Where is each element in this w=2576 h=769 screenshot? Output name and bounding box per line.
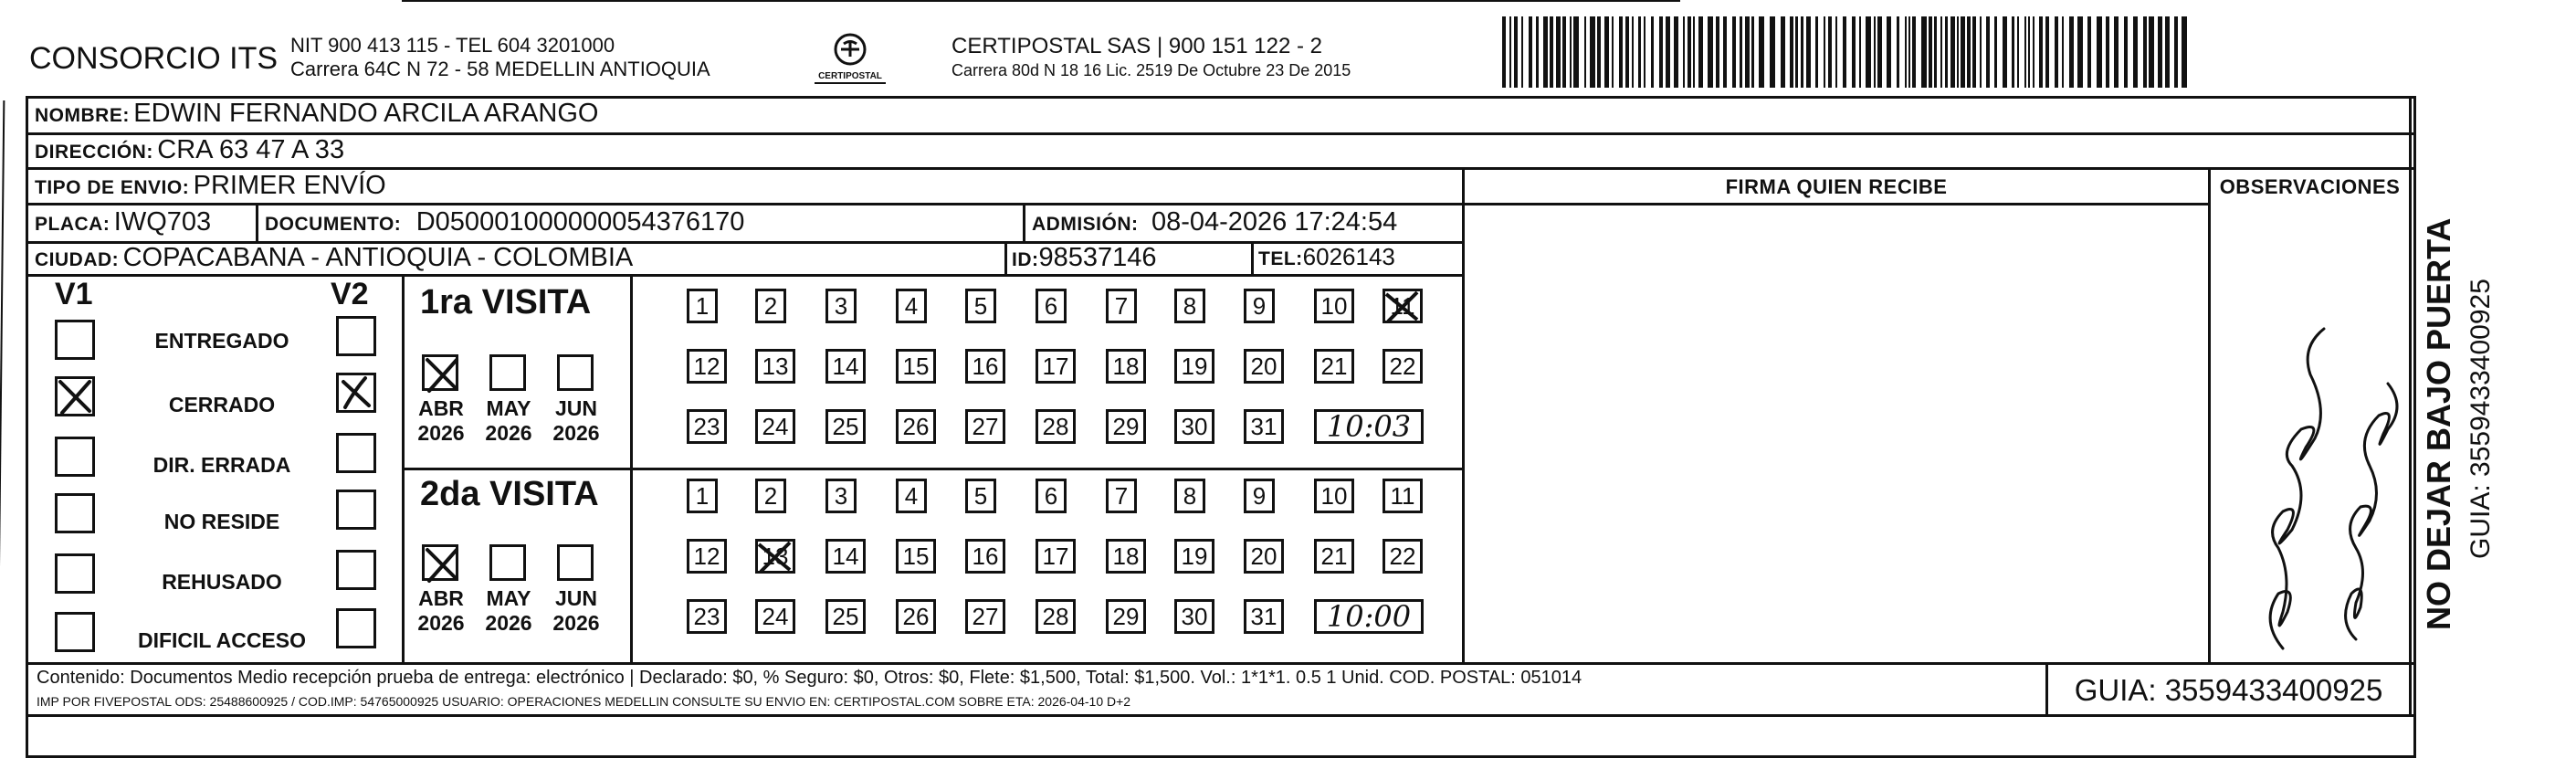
id-value: 98537146 — [1038, 243, 1157, 272]
barcode-bar — [1986, 16, 1990, 88]
barcode-bar — [1934, 16, 1937, 88]
day-box[interactable]: 30 — [1174, 409, 1214, 444]
day-box[interactable]: 30 — [1174, 599, 1214, 634]
v2-checkbox[interactable] — [336, 490, 376, 530]
month-year: 2026 — [485, 611, 532, 635]
direccion-label: DIRECCIÓN: — [35, 142, 153, 163]
barcode-bar — [1529, 16, 1532, 88]
day-box[interactable]: 5 — [965, 479, 996, 513]
barcode-bar — [2024, 16, 2026, 88]
barcode-bar — [2062, 16, 2064, 88]
status-label: NO RESIDE — [163, 510, 280, 533]
barcode-bar — [1562, 16, 1566, 88]
day-box[interactable]: 4 — [896, 479, 927, 513]
day-box[interactable]: 22 — [1383, 349, 1423, 384]
month-name: MAY — [486, 586, 531, 610]
day-box[interactable]: 26 — [896, 409, 936, 444]
day-box[interactable]: 4 — [896, 289, 927, 323]
row-line — [402, 468, 1462, 470]
day-box[interactable]: 9 — [1244, 479, 1275, 513]
month-checkbox[interactable] — [557, 354, 594, 391]
day-box[interactable]: 22 — [1383, 539, 1423, 574]
courier-name: CERTIPOSTAL SAS | 900 151 122 - 2 — [952, 34, 1322, 58]
barcode-bar — [1509, 16, 1511, 88]
month-label — [544, 586, 608, 636]
month-checkbox[interactable] — [557, 544, 594, 581]
barcode-bar — [1644, 16, 1645, 88]
day-box[interactable]: 10 — [1314, 479, 1354, 513]
col-line — [1251, 241, 1254, 274]
day-box[interactable]: 7 — [1106, 479, 1137, 513]
v2-checkbox[interactable] — [336, 550, 376, 590]
id-field — [1012, 243, 1157, 273]
barcode-bar — [1874, 16, 1876, 88]
barcode-bar — [1781, 16, 1785, 88]
day-box[interactable]: 24 — [755, 599, 795, 634]
barcode-bar — [1957, 16, 1959, 88]
barcode-bar — [1708, 16, 1713, 88]
status-label: REHUSADO — [162, 570, 282, 594]
barcode-bar — [1723, 16, 1727, 88]
barcode-bar — [1570, 16, 1572, 88]
footer-contenido: Contenido: Documentos Medio recepción prueba de entrega: electrónico | Declarado: $0, % Seguro: $0, Otros: $0, Flete: $1,500, Total: $1,500. Vol.: 1*1*1. 0.5 1 Unid. COD. POSTAL: 051014 — [37, 668, 1582, 688]
day-box[interactable]: 5 — [965, 289, 996, 323]
v1-checkbox[interactable] — [55, 553, 95, 594]
bottom-strip — [26, 714, 2416, 758]
handwriting-icon — [2219, 219, 2402, 658]
day-box[interactable]: 18 — [1106, 539, 1146, 574]
barcode-bar — [2165, 16, 2170, 88]
barcode-bar — [1759, 16, 1764, 88]
barcode-bar — [1716, 16, 1719, 88]
barcode-bar — [1693, 16, 1695, 88]
barcode-bar — [1651, 16, 1654, 88]
visit-time-box[interactable]: 10:00 — [1314, 599, 1424, 634]
barcode-bar — [1806, 16, 1811, 88]
second-visit-title: 2da VISITA — [420, 475, 599, 513]
day-box[interactable]: 24 — [755, 409, 795, 444]
barcode-bar — [1950, 16, 1955, 88]
barcode-bar — [1921, 16, 1927, 88]
status-label: DIR. ERRADA — [152, 453, 291, 477]
day-box[interactable]: 12 — [687, 539, 727, 574]
day-box[interactable]: 1 — [687, 289, 718, 323]
barcode-bar — [1597, 16, 1601, 88]
day-box[interactable]: 2 — [755, 479, 786, 513]
v1-checkbox[interactable] — [55, 612, 95, 652]
barcode-bar — [1590, 16, 1595, 88]
admision-field — [1032, 207, 1397, 237]
month-name: JUN — [554, 396, 597, 420]
courier-license: Carrera 80d N 18 16 Lic. 2519 De Octubre 23 De 2015 — [952, 61, 1351, 79]
barcode-bar — [1835, 16, 1837, 88]
placa-value: IWQ703 — [113, 207, 212, 237]
day-box[interactable]: 25 — [825, 599, 866, 634]
top-cut-line — [402, 0, 1680, 2]
month-year: 2026 — [417, 611, 465, 635]
observaciones-label: OBSERVACIONES — [2219, 175, 2401, 198]
tipo-value: PRIMER ENVÍO — [193, 171, 386, 200]
barcode-bar — [1940, 16, 1942, 88]
nombre-label: NOMBRE: — [35, 105, 130, 126]
barcode-bar — [1751, 16, 1754, 88]
day-box[interactable]: 13 — [755, 349, 795, 384]
company-name: CONSORCIO ITS — [29, 41, 279, 76]
barcode-bar — [1740, 16, 1742, 88]
footer-imp: IMP POR FIVEPOSTAL ODS: 25488600925 / COD.IMP: 54765000925 USUARIO: OPERACIONES MEDELLIN CONSULTE SU ENVIO EN: CERTIPOSTAL.COM SOBRE ETA: 2026-04-10 D+2 — [37, 694, 1131, 709]
barcode-bar — [2028, 16, 2030, 88]
barcode-bar — [2017, 16, 2019, 88]
day-box[interactable]: 20 — [1244, 539, 1284, 574]
month-label — [477, 586, 541, 636]
barcode-bar — [1795, 16, 1798, 88]
day-box[interactable]: 15 — [896, 349, 936, 384]
check-mark-icon — [422, 354, 462, 395]
barcode-bar — [2106, 16, 2109, 88]
month-year: 2026 — [417, 421, 465, 445]
day-box[interactable]: 15 — [896, 539, 936, 574]
barcode-bar — [1908, 16, 1910, 88]
row-line — [26, 274, 1465, 277]
company-nit: NIT 900 413 115 - TEL 604 3201000 — [290, 34, 615, 57]
barcode-bar — [2114, 16, 2119, 88]
barcode-bar — [1897, 16, 1899, 88]
day-box[interactable]: 11 — [1383, 479, 1423, 513]
barcode-bar — [1859, 16, 1861, 88]
day-box[interactable]: 9 — [1244, 289, 1275, 323]
documento-value: D050001000000054376170 — [415, 207, 745, 237]
day-box[interactable]: 8 — [1174, 289, 1205, 323]
day-box[interactable]: 3 — [825, 289, 857, 323]
left-edge — [0, 100, 5, 685]
barcode-bar — [1967, 16, 1971, 88]
admision-label: ADMISIÓN: — [1032, 214, 1139, 235]
month-label — [409, 396, 473, 446]
month-label — [544, 396, 608, 446]
day-box[interactable]: 14 — [825, 539, 866, 574]
barcode-bar — [2158, 16, 2162, 88]
day-box[interactable]: 1 — [687, 479, 718, 513]
barcode-bar — [1912, 16, 1916, 88]
barcode-bar — [1961, 16, 1965, 88]
ciudad-value: COPACABANA - ANTIOQUIA - COLOMBIA — [122, 243, 634, 272]
barcode-bar — [1502, 16, 1506, 88]
id-label: ID: — [1012, 249, 1039, 270]
barcode-bar — [1536, 16, 1539, 88]
barcode-bar — [1972, 16, 1976, 88]
ciudad-label: CIUDAD: — [35, 249, 120, 270]
barcode-bar — [2133, 16, 2138, 88]
side-instruction: NO DEJAR BAJO PUERTA — [2420, 217, 2457, 630]
barcode-bar — [1790, 16, 1793, 88]
barcode-bar — [2143, 16, 2147, 88]
admision-value: 08-04-2026 17:24:54 — [1151, 207, 1398, 237]
barcode-bar — [1801, 16, 1803, 88]
status-label: CERRADO — [168, 393, 276, 416]
month-name: ABR — [418, 586, 464, 610]
first-visit-title: 1ra VISITA — [420, 283, 592, 321]
day-box[interactable]: 6 — [1036, 479, 1067, 513]
day-box[interactable]: 3 — [825, 479, 857, 513]
row-line — [26, 662, 2416, 665]
col-line — [256, 203, 258, 241]
barcode-bar — [1877, 16, 1882, 88]
row-line — [1465, 203, 2210, 205]
month-checkbox[interactable] — [489, 354, 526, 391]
v1-header: V1 — [55, 277, 93, 311]
barcode-bar — [2033, 16, 2035, 88]
month-year: 2026 — [485, 421, 532, 445]
barcode-bar — [1770, 16, 1775, 88]
day-box[interactable]: 2 — [755, 289, 786, 323]
barcode-bar — [1550, 16, 1553, 88]
barcode-bar — [1666, 16, 1670, 88]
barcode-bar — [1980, 16, 1982, 88]
certipostal-logo — [811, 31, 889, 86]
barcode-bar — [2077, 16, 2083, 88]
day-strike-icon — [1383, 289, 1423, 323]
v2-checkbox[interactable] — [336, 433, 376, 473]
day-box[interactable]: 12 — [687, 349, 727, 384]
barcode-bar — [2087, 16, 2091, 88]
col-line — [2208, 167, 2211, 662]
status-label: ENTREGADO — [154, 329, 289, 353]
day-box[interactable]: 17 — [1036, 539, 1076, 574]
tel-field — [1258, 243, 1395, 271]
day-box[interactable]: 21 — [1314, 349, 1354, 384]
day-box[interactable]: 25 — [825, 409, 866, 444]
barcode-bar — [2012, 16, 2014, 88]
direccion-value: CRA 63 47 A 33 — [157, 135, 345, 164]
barcode-bar — [1843, 16, 1846, 88]
check-mark-icon — [336, 373, 376, 413]
barcode-bar — [1745, 16, 1750, 88]
nombre-row — [35, 99, 598, 129]
month-checkbox[interactable] — [422, 354, 458, 391]
month-checkbox[interactable] — [489, 544, 526, 581]
barcode-bar — [1604, 16, 1609, 88]
barcode-bar — [1521, 16, 1523, 88]
v1-checkbox[interactable] — [55, 376, 95, 416]
day-box[interactable]: 6 — [1036, 289, 1067, 323]
barcode-bar — [1625, 16, 1629, 88]
barcode-bar — [1887, 16, 1891, 88]
day-box[interactable]: 7 — [1106, 289, 1137, 323]
documento-label: DOCUMENTO: — [265, 214, 402, 235]
barcode-bar — [1659, 16, 1663, 88]
tel-label: TEL: — [1258, 248, 1303, 269]
day-strike-icon — [755, 539, 795, 574]
day-box[interactable]: 8 — [1174, 479, 1205, 513]
observaciones-handwriting — [2219, 219, 2402, 658]
v1-checkbox[interactable] — [55, 437, 95, 477]
barcode-bar — [1945, 16, 1948, 88]
day-box[interactable]: 19 — [1174, 349, 1214, 384]
day-box[interactable]: 18 — [1106, 349, 1146, 384]
day-box[interactable]: 11 — [1383, 289, 1423, 323]
month-name: MAY — [486, 396, 531, 420]
barcode-bar — [1929, 16, 1932, 88]
day-box[interactable]: 10 — [1314, 289, 1354, 323]
col-line — [1004, 241, 1007, 274]
barcode-bar — [1824, 16, 1825, 88]
svg-text:CERTIPOSTAL: CERTIPOSTAL — [818, 71, 882, 81]
barcode-bar — [2174, 16, 2178, 88]
barcode-bar — [1866, 16, 1871, 88]
barcode-bar — [1994, 16, 1997, 88]
day-box[interactable]: 28 — [1036, 599, 1076, 634]
nombre-value: EDWIN FERNANDO ARCILA ARANGO — [133, 99, 599, 128]
day-box[interactable]: 27 — [965, 409, 1005, 444]
row-line — [26, 132, 2416, 135]
barcode-bar — [1556, 16, 1561, 88]
v2-header: V2 — [331, 277, 369, 311]
barcode-bar — [1674, 16, 1678, 88]
status-label: DIFICIL ACCESO — [137, 628, 306, 652]
day-box[interactable]: 23 — [687, 599, 727, 634]
barcode-bar — [2124, 16, 2128, 88]
barcode-bar — [1828, 16, 1832, 88]
month-name: ABR — [418, 396, 464, 420]
barcode-bar — [2003, 16, 2007, 88]
col-line — [2409, 96, 2412, 717]
placa-field — [35, 207, 211, 237]
barcode-bar — [1905, 16, 1907, 88]
firma-label: FIRMA QUIEN RECIBE — [1725, 175, 1948, 198]
day-box[interactable]: 29 — [1106, 599, 1146, 634]
barcode-bar — [1514, 16, 1518, 88]
barcode-bar — [1852, 16, 1856, 88]
check-mark-icon — [422, 544, 462, 585]
company-address: Carrera 64C N 72 - 58 MEDELLIN ANTIOQUIA — [290, 58, 710, 80]
v2-checkbox[interactable] — [336, 608, 376, 648]
logo-mark-icon — [811, 31, 889, 86]
barcode-bar — [1573, 16, 1579, 88]
side-guia: GUIA: 3559433400925 — [2466, 279, 2496, 559]
barcode-bar — [1815, 16, 1818, 88]
day-box[interactable]: 31 — [1244, 409, 1284, 444]
day-box[interactable]: 16 — [965, 349, 1005, 384]
barcode-bar — [2149, 16, 2154, 88]
barcode-bar — [1543, 16, 1548, 88]
barcode-bar — [2055, 16, 2058, 88]
barcode-bar — [1638, 16, 1641, 88]
day-box[interactable]: 23 — [687, 409, 727, 444]
day-box[interactable]: 21 — [1314, 539, 1354, 574]
barcode — [1502, 16, 2187, 88]
ciudad-field — [35, 243, 633, 273]
barcode-bar — [1683, 16, 1685, 88]
day-box[interactable]: 16 — [965, 539, 1005, 574]
footer-guia: GUIA: 3559433400925 — [2074, 673, 2383, 707]
visit-time-box[interactable]: 10:03 — [1314, 409, 1424, 444]
day-box[interactable]: 29 — [1106, 409, 1146, 444]
barcode-bar — [1632, 16, 1634, 88]
check-mark-icon — [55, 376, 95, 416]
day-box[interactable]: 14 — [825, 349, 866, 384]
row-line — [26, 203, 1465, 205]
month-name: JUN — [554, 586, 597, 610]
day-box[interactable]: 13 — [755, 539, 795, 574]
tel-value: 6026143 — [1302, 243, 1395, 270]
row-line — [26, 167, 2416, 170]
month-year: 2026 — [552, 421, 600, 445]
barcode-bar — [1619, 16, 1623, 88]
barcode-bar — [2097, 16, 2102, 88]
barcode-bar — [1612, 16, 1614, 88]
tipo-label: TIPO DE ENVIO: — [35, 177, 190, 198]
tipo-row — [35, 171, 386, 201]
placa-label: PLACA: — [35, 214, 110, 235]
barcode-bar — [2069, 16, 2074, 88]
barcode-bar — [1688, 16, 1691, 88]
month-label — [409, 586, 473, 636]
v1-checkbox[interactable] — [55, 320, 95, 360]
barcode-bar — [1698, 16, 1703, 88]
v1-checkbox[interactable] — [55, 493, 95, 533]
v2-checkbox[interactable] — [336, 316, 376, 356]
month-year: 2026 — [552, 611, 600, 635]
documento-field — [265, 207, 744, 237]
barcode-bar — [2045, 16, 2049, 88]
col-line — [1462, 167, 1465, 662]
day-box[interactable]: 31 — [1244, 599, 1284, 634]
day-box[interactable]: 19 — [1174, 539, 1214, 574]
day-box[interactable]: 27 — [965, 599, 1005, 634]
barcode-bar — [2182, 16, 2187, 88]
day-box[interactable]: 17 — [1036, 349, 1076, 384]
barcode-bar — [2039, 16, 2043, 88]
col-line — [1023, 203, 1025, 241]
direccion-row — [35, 135, 344, 165]
day-box[interactable]: 26 — [896, 599, 936, 634]
v2-checkbox[interactable] — [336, 373, 376, 413]
month-checkbox[interactable] — [422, 544, 458, 581]
barcode-bar — [1732, 16, 1736, 88]
month-label — [477, 396, 541, 446]
day-box[interactable]: 20 — [1244, 349, 1284, 384]
barcode-bar — [1584, 16, 1586, 88]
day-box[interactable]: 28 — [1036, 409, 1076, 444]
